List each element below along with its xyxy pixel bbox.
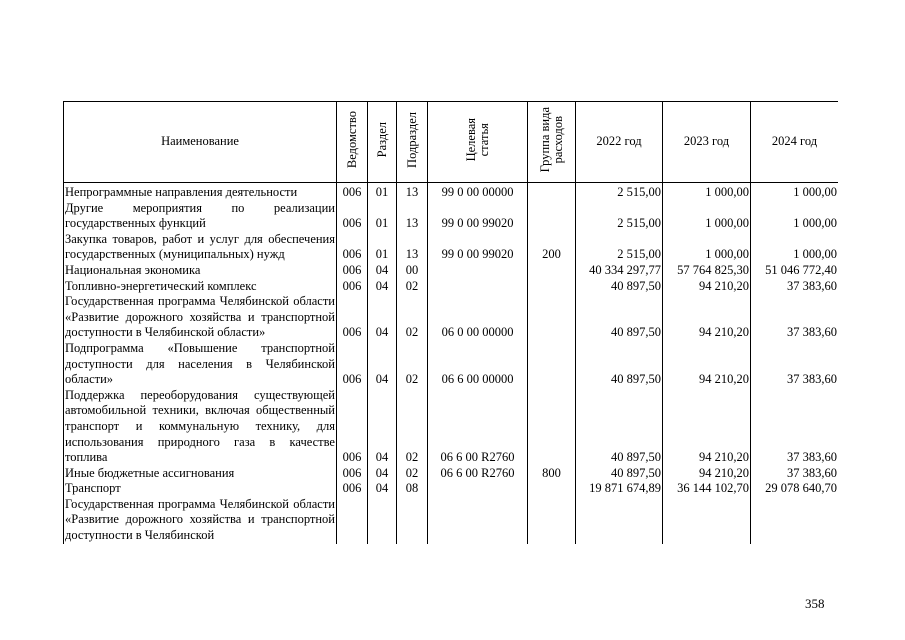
cell-2022: 2 515,00 — [576, 232, 663, 263]
cell-name: Государственная программа Челябинской области «Развитие дорожного хозяйства и транспортной доступности в Челябинской — [65, 496, 335, 543]
cell-podrazdel: 13 — [397, 201, 428, 232]
cell-gruppa — [528, 279, 576, 295]
cell-vedomstvo: 006 — [337, 341, 368, 388]
cell-razdel: 04 — [368, 388, 397, 466]
budget-table — [63, 101, 838, 544]
cell-gruppa — [528, 294, 576, 341]
cell-podrazdel: 02 — [397, 294, 428, 341]
cell-podrazdel: 13 — [397, 183, 428, 201]
col-header-2022: 2022 год — [576, 102, 663, 183]
cell-gruppa — [528, 388, 576, 466]
cell-vedomstvo: 006 — [337, 279, 368, 295]
cell-name: Топливно-энергетический комплекс — [64, 279, 337, 295]
cell-2023: 1 000,00 — [663, 232, 751, 263]
table-row — [64, 481, 839, 497]
cell-2024: 51 046 772,40 — [751, 263, 839, 279]
cell-2023: 94 210,20 — [663, 294, 751, 341]
cell-name: Непрограммные направления деятельности — [64, 183, 337, 201]
cell-razdel: 04 — [368, 341, 397, 388]
cell-celevaya — [428, 481, 528, 497]
table-header-row — [64, 102, 839, 183]
col-header-razdel: Раздел — [368, 102, 397, 183]
cell-podrazdel: 08 — [397, 481, 428, 497]
cell-gruppa — [528, 201, 576, 232]
cell-vedomstvo: 006 — [337, 183, 368, 201]
cell-2024: 1 000,00 — [751, 201, 839, 232]
cell-2022: 40 897,50 — [576, 388, 663, 466]
budget-table-container — [63, 101, 838, 584]
table-row — [64, 263, 839, 279]
cell-celevaya: 06 6 00 R2760 — [428, 466, 528, 482]
cell-2022: 40 897,50 — [576, 279, 663, 295]
cell-2024: 37 383,60 — [751, 341, 839, 388]
cell-2024 — [751, 497, 839, 544]
cell-vedomstvo — [337, 497, 368, 544]
table-row — [64, 497, 839, 544]
cell-vedomstvo: 006 — [337, 201, 368, 232]
cell-razdel — [368, 497, 397, 544]
table-body — [64, 183, 839, 544]
cell-2023: 1 000,00 — [663, 201, 751, 232]
cell-podrazdel: 00 — [397, 263, 428, 279]
table-row — [64, 183, 839, 201]
cell-name: Другие мероприятия по реализации государственных функций — [65, 200, 335, 231]
table-row — [64, 279, 839, 295]
table-row — [64, 294, 839, 341]
cell-razdel: 04 — [368, 466, 397, 482]
table-row — [64, 201, 839, 232]
cell-2023: 94 210,20 — [663, 388, 751, 466]
cell-celevaya: 06 6 00 00000 — [428, 341, 528, 388]
cell-gruppa: 200 — [528, 232, 576, 263]
cell-name: Государственная программа Челябинской области «Развитие дорожного хозяйства и транспортной доступности в Челябинской области» — [65, 294, 335, 340]
cell-celevaya: 99 0 00 99020 — [428, 201, 528, 232]
col-header-gruppa: Группа вида расходов — [528, 102, 576, 183]
cell-vedomstvo: 006 — [337, 466, 368, 482]
cell-vedomstvo: 006 — [337, 388, 368, 466]
cell-razdel: 04 — [368, 279, 397, 295]
cell-2022 — [576, 497, 663, 544]
cell-2023: 94 210,20 — [663, 466, 751, 482]
cell-celevaya — [428, 279, 528, 295]
cell-celevaya: 06 6 00 R2760 — [428, 388, 528, 466]
cell-razdel: 04 — [368, 294, 397, 341]
cell-2023: 57 764 825,30 — [663, 263, 751, 279]
cell-2023 — [663, 497, 751, 544]
cell-2024: 1 000,00 — [751, 183, 839, 201]
cell-2023: 36 144 102,70 — [663, 481, 751, 497]
cell-vedomstvo: 006 — [337, 481, 368, 497]
table-row — [64, 232, 839, 263]
cell-2024: 1 000,00 — [751, 232, 839, 263]
cell-name: Подпрограмма «Повышение транспортной доступности для населения в Челябинской области» — [65, 340, 335, 387]
table-row — [64, 466, 839, 482]
page-number: 358 — [805, 596, 825, 611]
col-header-name: Наименование — [64, 102, 337, 183]
cell-razdel: 04 — [368, 263, 397, 279]
cell-razdel: 01 — [368, 232, 397, 263]
table-row — [64, 341, 839, 388]
cell-2022: 40 897,50 — [576, 341, 663, 388]
cell-2024: 37 383,60 — [751, 466, 839, 482]
table-row — [64, 388, 839, 466]
cell-name: Национальная экономика — [64, 263, 337, 279]
cell-2022: 2 515,00 — [576, 201, 663, 232]
cell-gruppa — [528, 341, 576, 388]
cell-gruppa: 800 — [528, 466, 576, 482]
cell-gruppa — [528, 481, 576, 497]
cell-celevaya — [428, 497, 528, 544]
cell-podrazdel: 02 — [397, 341, 428, 388]
cell-name: Транспорт — [64, 481, 337, 497]
cell-podrazdel — [397, 497, 428, 544]
cell-vedomstvo: 006 — [337, 232, 368, 263]
cell-2022: 40 897,50 — [576, 466, 663, 482]
cell-2023: 1 000,00 — [663, 183, 751, 201]
cell-podrazdel: 02 — [397, 279, 428, 295]
cell-name: Поддержка переоборудования существующей автомобильной техники, включая общественный транспорт и коммунальную технику, для использования природного газа в качестве топлива — [65, 387, 335, 465]
cell-name: Закупка товаров, работ и услуг для обеспечения государственных (муниципальных) нужд — [65, 231, 335, 262]
cell-2022: 2 515,00 — [576, 183, 663, 201]
cell-2024: 37 383,60 — [751, 279, 839, 295]
cell-podrazdel: 02 — [397, 466, 428, 482]
cell-gruppa — [528, 183, 576, 201]
cell-vedomstvo: 006 — [337, 263, 368, 279]
cell-gruppa — [528, 497, 576, 544]
cell-podrazdel: 13 — [397, 232, 428, 263]
cell-2023: 94 210,20 — [663, 341, 751, 388]
cell-vedomstvo: 006 — [337, 294, 368, 341]
col-header-celevaya: Целевая статья — [428, 102, 528, 183]
cell-gruppa — [528, 263, 576, 279]
col-header-2023: 2023 год — [663, 102, 751, 183]
cell-2022: 40 897,50 — [576, 294, 663, 341]
cell-2022: 19 871 674,89 — [576, 481, 663, 497]
col-header-podrazdel: Подраздел — [397, 102, 428, 183]
cell-2024: 29 078 640,70 — [751, 481, 839, 497]
cell-razdel: 01 — [368, 201, 397, 232]
cell-razdel: 01 — [368, 183, 397, 201]
col-header-vedomstvo: Ведомство — [337, 102, 368, 183]
cell-celevaya: 06 0 00 00000 — [428, 294, 528, 341]
col-header-2024: 2024 год — [751, 102, 839, 183]
cell-2023: 94 210,20 — [663, 279, 751, 295]
cell-razdel: 04 — [368, 481, 397, 497]
cell-2024: 37 383,60 — [751, 388, 839, 466]
cell-celevaya: 99 0 00 00000 — [428, 183, 528, 201]
cell-name: Иные бюджетные ассигнования — [64, 466, 337, 482]
cell-celevaya: 99 0 00 99020 — [428, 232, 528, 263]
cell-podrazdel: 02 — [397, 388, 428, 466]
cell-2024: 37 383,60 — [751, 294, 839, 341]
cell-2022: 40 334 297,77 — [576, 263, 663, 279]
cell-celevaya — [428, 263, 528, 279]
